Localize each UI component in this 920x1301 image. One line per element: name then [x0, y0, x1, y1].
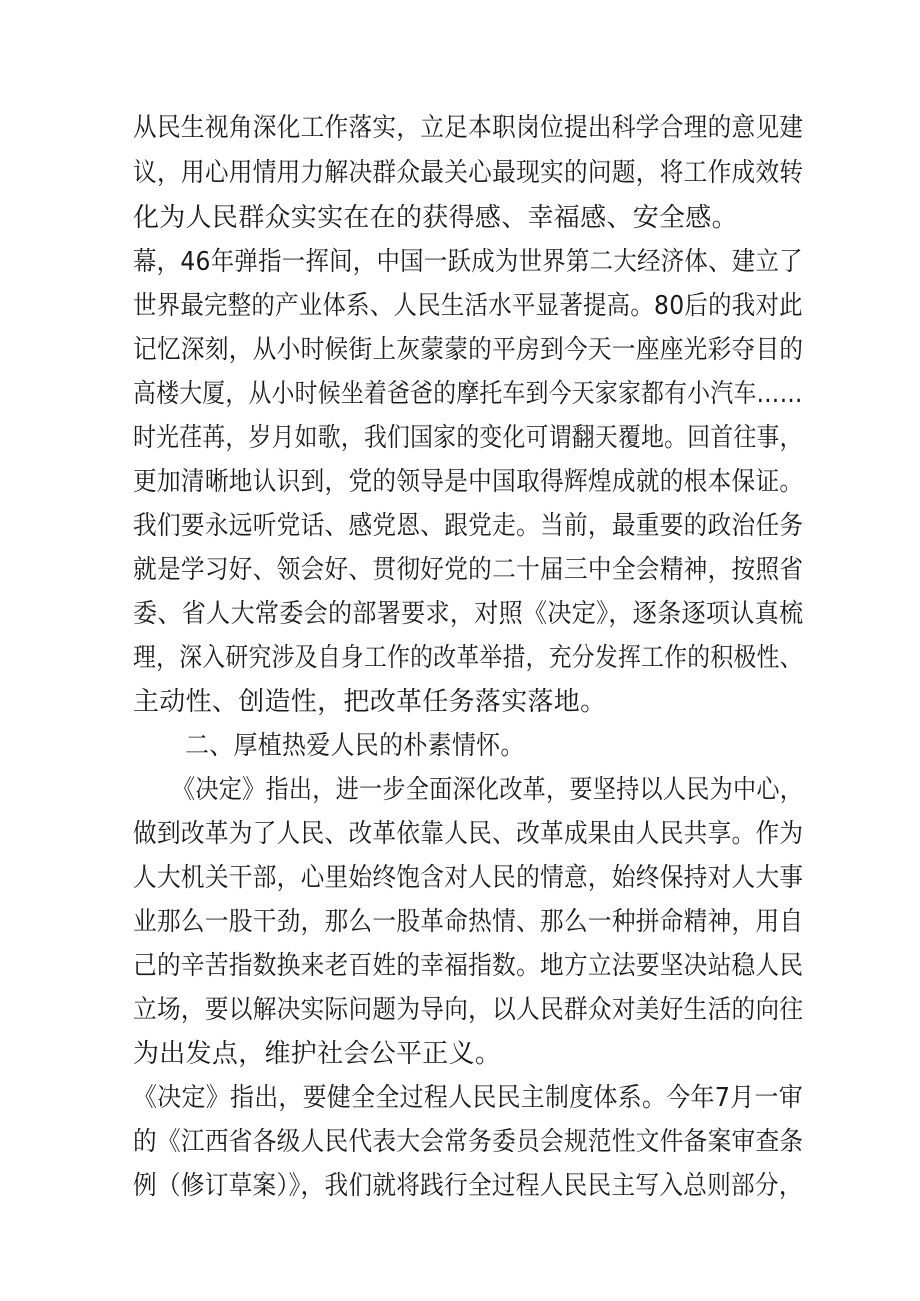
text-line: 己的辛苦指数换来老百姓的幸福指数。地方立法要坚决站稳人民 [133, 951, 804, 981]
text-line: 高楼大厦，从小时候坐着爸爸的摩托车到今天家家都有小汽车…… [133, 379, 803, 409]
text-line: 化为人民群众实实在在的获得感、幸福感、安全感。 [133, 203, 738, 233]
text-line: 主动性、创造性，把改革任务落实落地。 [133, 687, 607, 717]
text-line: 的《江西省各级人民代表大会常务委员会规范性文件备案审查条 [133, 1127, 804, 1157]
text-line: 世界最完整的产业体系、人民生活水平显著提高。80后的我对此 [133, 291, 803, 321]
text-line: 理，深入研究涉及自身工作的改革举措，充分发挥工作的积极性、 [133, 643, 803, 673]
text-line: 时光荏苒，岁月如歌，我们国家的变化可谓翻天覆地。回首往事， [133, 423, 803, 453]
text-line: 立场，要以解决实际问题为导向，以人民群众对美好生活的向往 [133, 995, 804, 1025]
text-line: 例（修订草案）》，我们就将践行全过程人民民主写入总则部分， [133, 1171, 803, 1201]
text-line: 人大机关干部，心里始终饱含对人民的情意，始终保持对人大事 [133, 863, 804, 893]
text-line: 记忆深刻，从小时候街上灰蒙蒙的平房到今天一座座光彩夺目的 [133, 335, 804, 365]
text-line: 就是学习好、领会好、贯彻好党的二十届三中全会精神，按照省 [133, 555, 804, 585]
text-line: 幕，46年弹指一挥间，中国一跃成为世界第二大经济体、建立了 [133, 247, 803, 277]
section-heading: 二、厚植热爱人民的朴素情怀。 [185, 731, 525, 761]
text-line: 委、省人大常委会的部署要求，对照《决定》，逐条逐项认真梳 [133, 599, 804, 629]
text-line: 从民生视角深化工作落实，立足本职岗位提出科学合理的意见建 [133, 113, 804, 143]
text-line: 更加清晰地认识到，党的领导是中国取得辉煌成就的根本保证。 [133, 467, 804, 497]
text-line: 为出发点，维护社会公平正义。 [133, 1039, 502, 1069]
text-line: 议，用心用情用力解决群众最关心最现实的问题，将工作成效转 [133, 158, 804, 188]
text-line: 做到改革为了人民、改革依靠人民、改革成果由人民共享。作为 [133, 819, 804, 849]
text-line: 《决定》指出，要健全全过程人民民主制度体系。今年7月一审 [133, 1083, 803, 1113]
text-line: 业那么一股干劲，那么一股革命热情、那么一种拼命精神，用自 [133, 907, 804, 937]
text-line: 我们要永远听党话、感党恩、跟党走。当前，最重要的政治任务 [133, 511, 804, 541]
text-line: 《决定》指出，进一步全面深化改革，要坚持以人民为中心， [172, 775, 804, 805]
